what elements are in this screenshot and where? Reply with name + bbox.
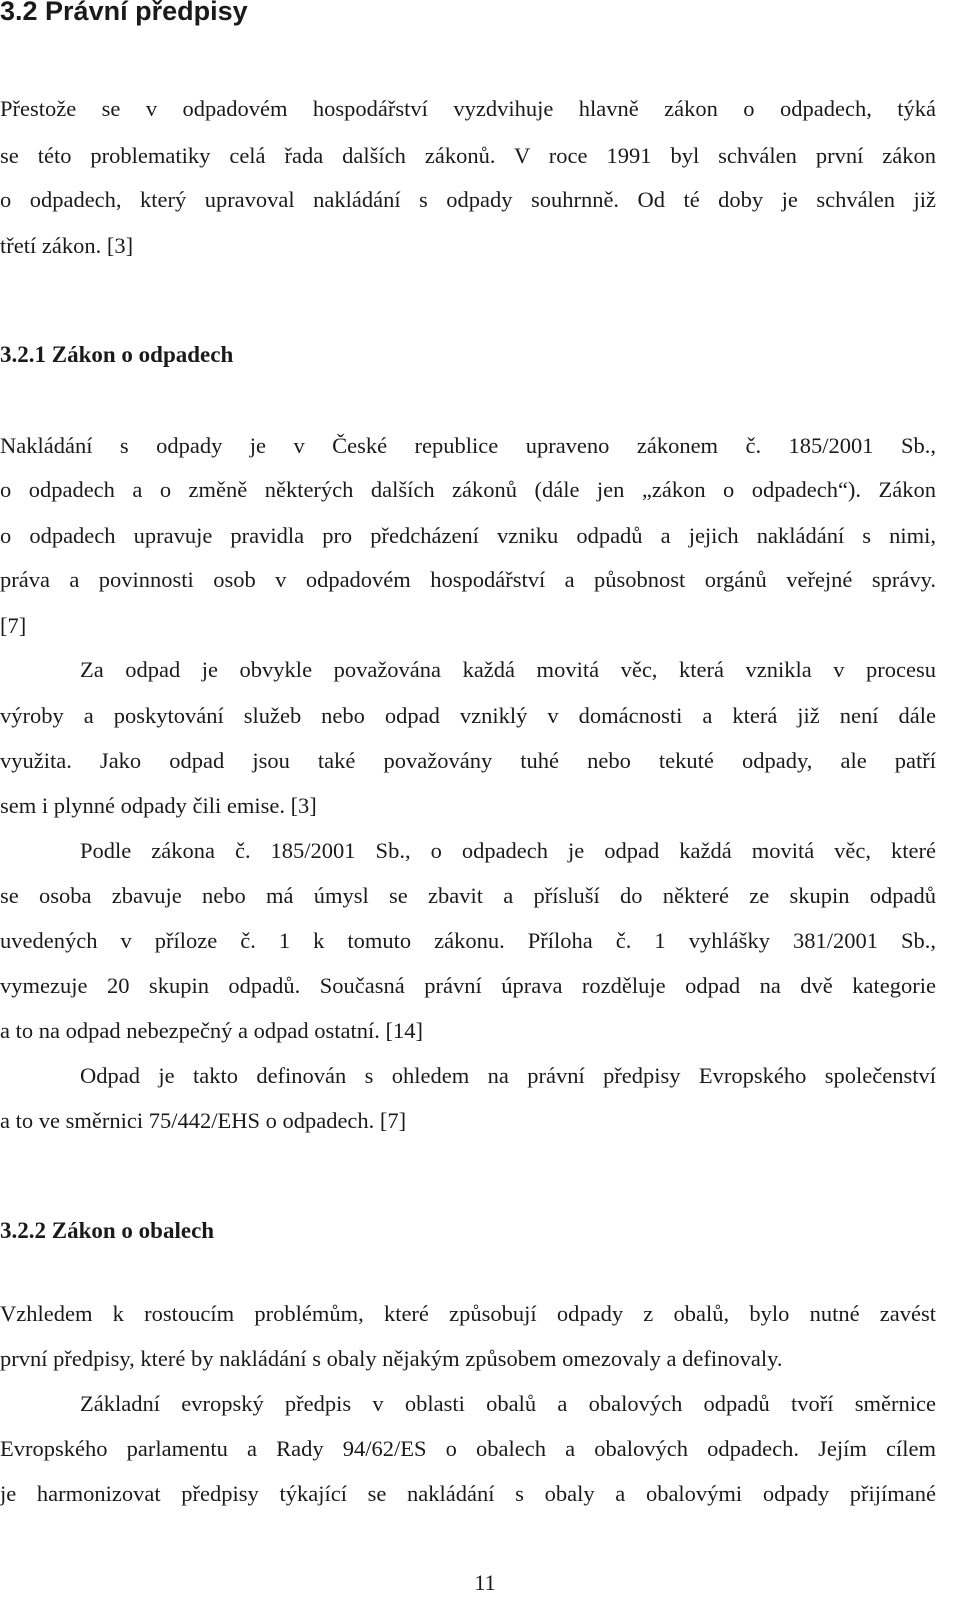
paragraph-line: o odpadech a o změně některých dalších zákonů (dále jen „zákon o odpadech“). Zákon <box>0 477 936 502</box>
subsection-heading-zakon-o-obalech: 3.2.2 Zákon o obalech <box>0 1218 215 1243</box>
paragraph-line: Za odpad je obvykle považována každá movitá věc, která vznikla v procesu <box>80 657 936 682</box>
paragraph-line: o odpadech upravuje pravidla pro předcházení vzniku odpadů a jejich nakládání s nimi, <box>0 523 936 548</box>
paragraph-line: využita. Jako odpad jsou také považovány tuhé nebo tekuté odpady, ale patří <box>0 748 936 773</box>
paragraph-line: sem i plynné odpady čili emise. [3] <box>0 793 317 818</box>
paragraph-line: uvedených v příloze č. 1 k tomuto zákonu. Příloha č. 1 vyhlášky 381/2001 Sb., <box>0 928 936 953</box>
paragraph-line: Evropského parlamentu a Rady 94/62/ES o obalech a obalových odpadech. Jejím cílem <box>0 1436 936 1461</box>
paragraph-line: a to na odpad nebezpečný a odpad ostatní. [14] <box>0 1018 423 1043</box>
paragraph-line: výroby a poskytování služeb nebo odpad vzniklý v domácnosti a která již není dále <box>0 703 936 728</box>
paragraph-line: Podle zákona č. 185/2001 Sb., o odpadech je odpad každá movitá věc, které <box>80 838 936 863</box>
subsection-heading-zakon-o-odpadech: 3.2.1 Zákon o odpadech <box>0 342 234 367</box>
paragraph-line: první předpisy, které by nakládání s obaly nějakým způsobem omezovaly a definovaly. <box>0 1346 783 1371</box>
intro-line-3: o odpadech, který upravoval nakládání s odpady souhrnně. Od té doby je schválen již <box>0 187 936 212</box>
intro-line-1: Přestože se v odpadovém hospodářství vyzdvihuje hlavně zákon o odpadech, týká <box>0 96 936 121</box>
paragraph-line: se osoba zbavuje nebo má úmysl se zbavit a přísluší do některé ze skupin odpadů <box>0 883 936 908</box>
paragraph-line: Vzhledem k rostoucím problémům, které způsobují odpady z obalů, bylo nutné zavést <box>0 1301 936 1326</box>
intro-line-2: se této problematiky celá řada dalších zákonů. V roce 1991 byl schválen první zákon <box>0 143 936 168</box>
paragraph-line: práva a povinnosti osob v odpadovém hospodářství a působnost orgánů veřejné správy. <box>0 567 936 592</box>
paragraph-line: Základní evropský předpis v oblasti obalů a obalových odpadů tvoří směrnice <box>80 1391 936 1416</box>
section-heading: 3.2 Právní předpisy <box>0 0 248 26</box>
paragraph-line: Odpad je takto definován s ohledem na právní předpisy Evropského společenství <box>80 1063 936 1088</box>
paragraph-line: vymezuje 20 skupin odpadů. Současná právní úprava rozděluje odpad na dvě kategorie <box>0 973 936 998</box>
paragraph-line: je harmonizovat předpisy týkající se nakládání s obaly a obalovými odpady přijímané <box>0 1481 936 1506</box>
paragraph-line: a to ve směrnici 75/442/EHS o odpadech. [7] <box>0 1108 407 1133</box>
paragraph-line: Nakládání s odpady je v České republice upraveno zákonem č. 185/2001 Sb., <box>0 433 936 458</box>
paragraph-line: [7] <box>0 613 27 638</box>
page-number: 11 <box>474 1570 496 1595</box>
intro-line-4: třetí zákon. [3] <box>0 233 134 258</box>
